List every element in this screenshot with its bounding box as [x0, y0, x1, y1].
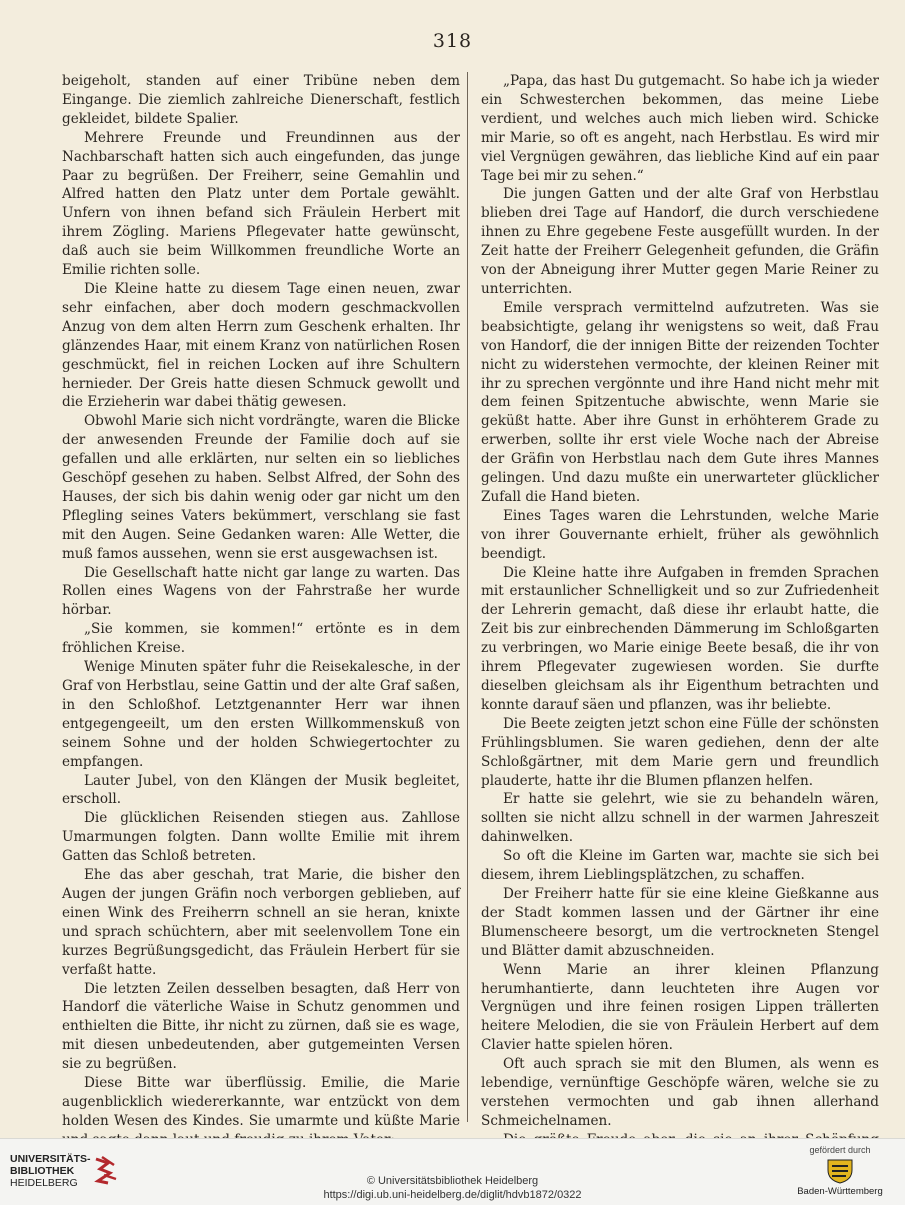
column-divider — [467, 72, 468, 1122]
paragraph: Lauter Jubel, von den Klängen der Musik begleitet, erscholl. — [62, 772, 460, 808]
paragraph: Mehrere Freunde und Freundinnen aus der Nachbarschaft hatten sich auch eingefunden, das junge Paar zu begrüßen. Der Freiherr, seine Gemahlin und Alfred hatten den Platz unter dem Portale gewählt. Unfern von ihnen befand sich Fräulein Herbert mit ihrem Zögling. Mariens Pflegevater hatte gewünscht, daß auch sie beim Willkommen freundliche Worte an Emilie richten solle. — [62, 129, 460, 279]
library-name-line: BIBLIOTHEK — [10, 1165, 75, 1177]
paragraph: Oft auch sprach sie mit den Blumen, als wenn es lebendige, vernünftige Geschöpfe wären, welche sie zu verstehen vermochten und gab ihnen allerhand Schmeichelnamen. — [481, 1056, 879, 1129]
library-emblem-icon — [92, 1153, 132, 1193]
paragraph: Die Gesellschaft hatte nicht gar lange zu warten. Das Rollen eines Wagens von der Fahrstraße her wurde hörbar. — [62, 564, 460, 619]
funder-name: Baden-Württemberg — [797, 1186, 883, 1197]
copyright-notice: © Universitätsbibliothek Heidelberg — [366, 1175, 539, 1187]
paragraph: Die Kleine hatte zu diesem Tage einen neuen, zwar sehr einfachen, aber doch modern geschmackvollen Anzug von dem alten Herrn zum Geschenk erhalten. Ihr glänzendes Haar, mit einem Kranz von natürlichen Rosen geschmückt, fiel in reichen Locken auf ihre Schultern hernieder. Der Greis hatte diesen Schmuck gewollt und die Erzieherin war dabei thätig gewesen. — [62, 280, 460, 411]
paragraph: Die Beete zeigten jetzt schon eine Fülle der schönsten Frühlingsblumen. Sie waren gediehen, denn der alte Schloßgärtner, mit dem Marie gern und freundlich plauderte, hatte ihr die Blumen pflanzen helfen. — [481, 715, 879, 789]
permalink[interactable]: https://digi.ub.uni-heidelberg.de/diglit/hdvb1872/0322 — [323, 1189, 582, 1201]
paragraph: Der Freiherr hatte für sie eine kleine Gießkanne aus der Stadt kommen lassen und der Gärtner ihr eine Blumenscheere besorgt, um die vertrockneten Stengel und Blätter damit abzuschneiden. — [481, 885, 879, 959]
paragraph: „Papa, das hast Du gutgemacht. So habe ich ja wieder ein Schwesterchen bekommen, das meine Liebe verdient, und welches auch mich lieben wird. Schicke mir Marie, so oft es angeht, nach Herbstlau. Es wird mir viel Vergnügen gewähren, das liebliche Kind auf ein paar Tage bei mir zu sehen.“ — [481, 73, 879, 184]
paragraph: beigeholt, standen auf einer Tribüne neben dem Eingange. Die ziemlich zahlreiche Dienerschaft, festlich gekleidet, bildete Spalier. — [62, 73, 460, 127]
right-text-column — [481, 72, 879, 1169]
footer-bar — [0, 1138, 905, 1205]
paragraph: Diese Bitte war überflüssig. Emilie, die Marie augenblicklich wiedererkannte, war entzückt von dem holden Wesen des Kindes. Sie umarmte und küßte Marie — [62, 1075, 460, 1129]
paragraph: Wenige Minuten später fuhr die Reisekalesche, in der Graf von Herbstlau, seine Gattin und der alte Graf saßen, in den Schloßhof. Letztgenannter Herr war ihnen entgegengeeilt, um den ersten Willkommenskuß von seinem Sohne und der holden Schwiegertochter zu empfangen. — [62, 659, 460, 770]
page-number: 318 — [432, 30, 473, 52]
paragraph: Die jungen Gatten und der alte Graf von Herbstlau blieben drei Tage auf Handorf, die durch verschiedene ihnen zu Ehre gegebene Feste ausgefüllt wurden. In der Zeit hatte der Freiherr Gelegenheit gefunden, die Gräfin von der Abneigung ihrer Mutter gegen Marie Reiner zu unterrichten. — [481, 186, 879, 297]
paragraph: Wenn Marie an ihrer kleinen Pflanzung herumhantierte, dann leuchteten ihre Augen vor Vergnügen und ihre feinen rosigen Lippen trällerten heitere Melodien, die sie von Fräulein Herbert auf dem Clavier hatte spielen hören. — [481, 961, 879, 1054]
left-text-column — [62, 72, 460, 1150]
paragraph: Emile versprach vermittelnd aufzutreten. Was sie beabsichtigte, gelang ihr wenigstens so weit, daß Frau von Handorf, die der innigen Bitte der reizenden Tochter nicht zu widerstehen vermochte, der kleinen Reiner mit ihr zu sprechen vergönnte und ihre Hand nicht mehr mit dem feinen Spitzentuche abwischte, wenn Marie sie geküßt hatte. Aber ihre Gunst in erhöhterem Grade zu erwerben, sollte ihr erst viele Woche nach der Abreise der Gräfin von Herbstlau nach dem Gute ihres Mannes gelingen. Und dazu mußte ein unerwarteter glücklicher Zufall die Hand bieten. — [481, 299, 879, 505]
library-name-line: HEIDELBERG — [10, 1177, 78, 1189]
coat-of-arms-icon — [825, 1158, 855, 1184]
paragraph: Die letzten Zeilen desselben besagten, daß Herr von Handorf die väterliche Waise in Schutz genommen und enthielten die Bitte, ihr nicht zu zürnen, daß sie es wage, mit diesen unbedeutenden, aber gutgemeinten Versen sie zu begrüßen. — [62, 980, 460, 1073]
paragraph: Ehe das aber geschah, trat Marie, die bisher den Augen der jungen Gräfin noch verborgen geblieben, auf einen Wink des Freiherrn schnell an sie heran, knixte und sprach schüchtern, aber mit seelenvollem Tone ein kurzes Begrüßungsgedicht, das Fräulein Herbert für sie verfaßt hatte. — [62, 867, 460, 978]
paragraph: So oft die Kleine im Garten war, machte sie sich bei diesem, ihrem Lieblingsplätzchen, zu schaffen. — [481, 848, 879, 884]
paragraph: Obwohl Marie sich nicht vordrängte, waren die Blicke der anwesenden Freunde der Familie doch auf sie gefallen und alle erklärten, nur selten ein so liebliches Geschöpf gesehen zu haben. Selbst Alfred, der Sohn des Hauses, der sich bis dahin wenig oder gar nicht um den Pflegling seines Vaters bekümmert, verschlang sie fast mit den Augen. Seine Gedanken waren: Alle Wetter, die muß famos aussehen, wenn sie erst ausgewachsen ist. — [62, 413, 460, 562]
paragraph: Die Kleine hatte ihre Aufgaben in fremden Sprachen mit erstaunlicher Schnelligkeit und so zur Zufriedenheit der Lehrerin gemacht, daß diese ihr erlaubt hatte, die Zeit bis zur einbrechenden Dämmerung im Schloßgarten zu verbringen, wo Marie einige Beete besaß, die ihr von ihrem Pflegevater zugewiesen worden. Sie durfte dieselben gleichsam als ihr Eigenthum betrachten und konnte darauf säen und pflanzen, was ihr beliebte. — [481, 564, 879, 713]
paragraph: Eines Tages waren die Lehrstunden, welche Marie von ihrer Gouvernante erhielt, früher als gewöhnlich beendigt. — [481, 507, 879, 562]
funder-logo[interactable] — [785, 1145, 895, 1203]
library-name-line: UNIVERSITÄTS- — [10, 1153, 91, 1165]
paragraph: Die glücklichen Reisenden stiegen aus. Zahllose Umarmungen folgten. Dann wollte Emilie mit ihrem Gatten das Schloß betreten. — [62, 810, 460, 865]
paragraph: Er hatte sie gelehrt, wie sie zu behandeln wären, sollten sie nicht allzu schnell in der warmen Jahreszeit dahinwelken. — [481, 791, 879, 846]
funded-by-label: gefördert durch — [809, 1145, 871, 1155]
paragraph: „Sie kommen, sie kommen!“ ertönte es in dem fröhlichen Kreise. — [62, 621, 460, 657]
